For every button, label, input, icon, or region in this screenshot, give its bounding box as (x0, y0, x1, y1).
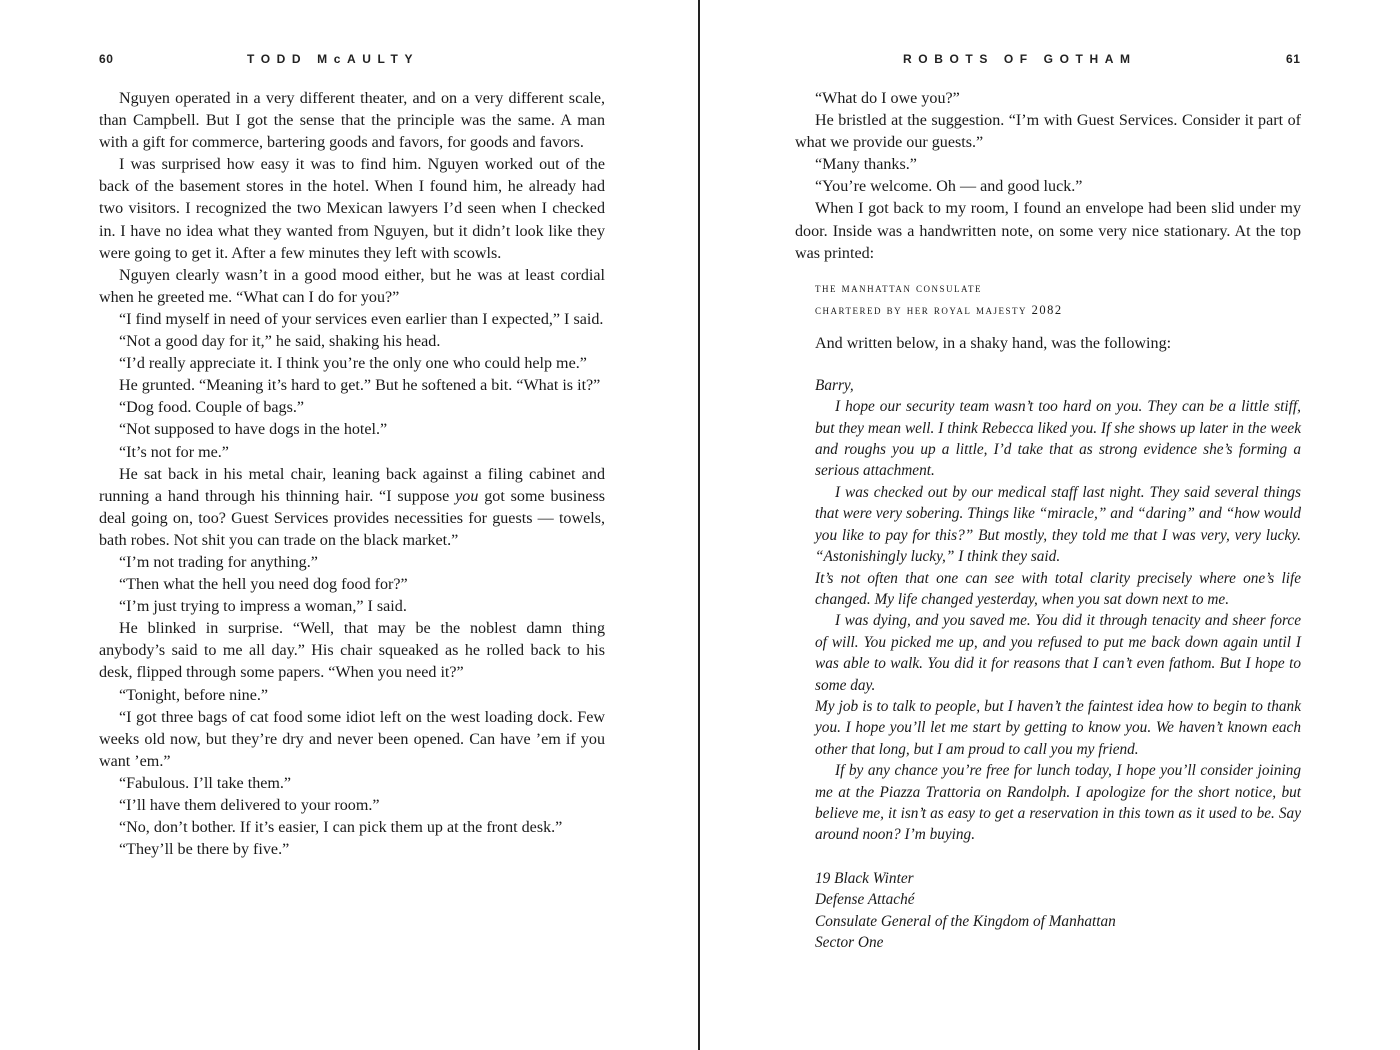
paragraph: Nguyen operated in a very different theater, and on a very different scale, than Campbell. But I got the sense that the principle was the same. A man with a gift for commerce, bartering goods and favors, for goods and favors. (99, 90, 605, 152)
paragraph: “I’d really appreciate it. I think you’re the only one who could help me.” (119, 355, 587, 373)
paragraph: “I find myself in need of your services even earlier than I expected,” I said. (119, 310, 604, 328)
paragraph: “I’m just trying to impress a woman,” I said. (119, 598, 407, 616)
paragraph: “I’ll have them delivered to your room.” (119, 797, 380, 814)
page-number: 60 (99, 52, 114, 66)
paragraph: “You’re welcome. Oh — and good luck.” (815, 178, 1083, 196)
paragraph: “No, don’t bother. If it’s easier, I can pick them up at the front desk.” (119, 819, 563, 837)
letterhead-line: chartered by her royal majesty 2082 (815, 302, 1063, 317)
paragraph: “I got three bags of cat food some idiot left on the west loading dock. Few weeks old now, but they’re dry and never been opened. Can have ’em if you want ’em.” (99, 708, 605, 770)
signature-line: 19 Black Winter (815, 869, 914, 887)
gutter-divider (698, 0, 700, 1050)
paragraph: “Then what the hell you need dog food for?” (119, 576, 408, 594)
signature-line: Defense Attaché (815, 891, 915, 909)
letterhead-line: the manhattan consulate (815, 280, 983, 295)
letter-paragraph: I was checked out by our medical staff last night. They said several things that were very sobering. Things like “miracle,” and “daring” and “how would you like to pay for this?” But mostly, they told me that I was very, very lucky. “Astonishingly lucky,” I think they said. (815, 483, 1301, 566)
letter-paragraph: If by any chance you’re free for lunch today, I hope you’ll consider joining me at the Piazza Trattoria on Randolph. I apologize for the short notice, but believe me, it isn’t as easy to get a reservation in this town as it used to be. Say around noon? I’m buying. (815, 762, 1301, 844)
paragraph: “Dog food. Couple of bags.” (119, 399, 305, 417)
running-head: TODD McAULTY (247, 52, 420, 66)
running-head: ROBOTS OF GOTHAM (903, 52, 1137, 66)
page-body (795, 88, 1301, 953)
paragraph: “Fabulous. I’ll take them.” (119, 774, 292, 792)
paragraph: When I got back to my room, I found an envelope had been slid under my door. Inside was a handwritten note, on some very nice stationary. At the top was printed: (795, 200, 1301, 262)
right-page (701, 0, 1400, 1050)
paragraph: “What do I owe you?” (815, 90, 960, 107)
paragraph: Nguyen clearly wasn’t in a good mood either, but he was at least cordial when he greeted me. “What can I do for you?” (99, 266, 605, 306)
paragraph: He grunted. “Meaning it’s hard to get.” But he softened a bit. “What is it?” (119, 377, 601, 395)
letterhead (815, 277, 1301, 321)
paragraph: He blinked in surprise. “Well, that may be the noblest damn thing anybody’s said to me all day.” His chair squeaked as he rolled back to his desk, flipped through some papers. “When you need it?” (99, 620, 605, 682)
letter-salutation: Barry, (815, 376, 854, 394)
paragraph: He bristled at the suggestion. “I’m with Guest Services. Consider it part of what we provide our guests.” (795, 112, 1301, 152)
paragraph: I was surprised how easy it was to find him. Nguyen worked out of the back of the basement stores in the hotel. When I found him, he already had two visitors. I recognized the two Mexican lawyers I’d seen when I checked in. I have no idea what they wanted from Nguyen, but it didn’t look like they were going to get it. After a few minutes they left with scowls. (99, 156, 605, 262)
paragraph-text: He sat back in his metal chair, leaning back against a filing cabinet and running a hand through his thinning hair. “I suppose (99, 465, 605, 505)
letter-paragraph: It’s not often that one can see with total clarity precisely where one’s life changed. My life changed yesterday, when you sat down next to me. (815, 569, 1301, 608)
signature-line: Sector One (815, 934, 884, 951)
emphasis: you (455, 487, 479, 505)
paragraph: “Many thanks.” (815, 156, 917, 174)
paragraph: And written below, in a shaky hand, was the following: (815, 334, 1172, 352)
letter-paragraph: I was dying, and you saved me. You did it through tenacity and sheer force of will. You picked me up, and you refused to put me back down again until I was able to walk. You did it for reasons that I can’t even fathom. But I hope to some day. (815, 612, 1301, 694)
signature-line: Consulate General of the Kingdom of Manhattan (815, 912, 1116, 930)
letter-paragraph: My job is to talk to people, but I haven’t the faintest idea how to begin to thank you. I hope you’ll let me start by getting to know you. We haven’t known each other that long, but I am proud to call you my friend. (815, 697, 1301, 758)
paragraph: “I’m not trading for anything.” (119, 553, 318, 571)
page-number: 61 (1286, 52, 1301, 66)
paragraph (99, 464, 605, 552)
paragraph-text: got some business deal going on, too? Guest Services provides necessities for guests — towels, bath robes. Not shit you can trade on the black market.” (99, 487, 605, 549)
paragraph: “They’ll be there by five.” (119, 841, 290, 859)
paragraph: “Tonight, before nine.” (119, 686, 269, 704)
paragraph: “Not a good day for it,” he said, shaking his head. (119, 333, 441, 351)
letter-paragraph: I hope our security team wasn’t too hard on you. They can be a little stiff, but they mean well. I think Rebecca liked you. If she shows up later in the week and roughs you up a little, I’d take that as strong evidence she’s forming a serious attachment. (815, 398, 1301, 480)
left-page (0, 0, 699, 1050)
paragraph: “It’s not for me.” (119, 443, 229, 461)
paragraph: “Not supposed to have dogs in the hotel.” (119, 421, 388, 439)
letter-body (815, 375, 1301, 954)
letter-signature (815, 868, 1301, 954)
page-body (99, 88, 605, 861)
